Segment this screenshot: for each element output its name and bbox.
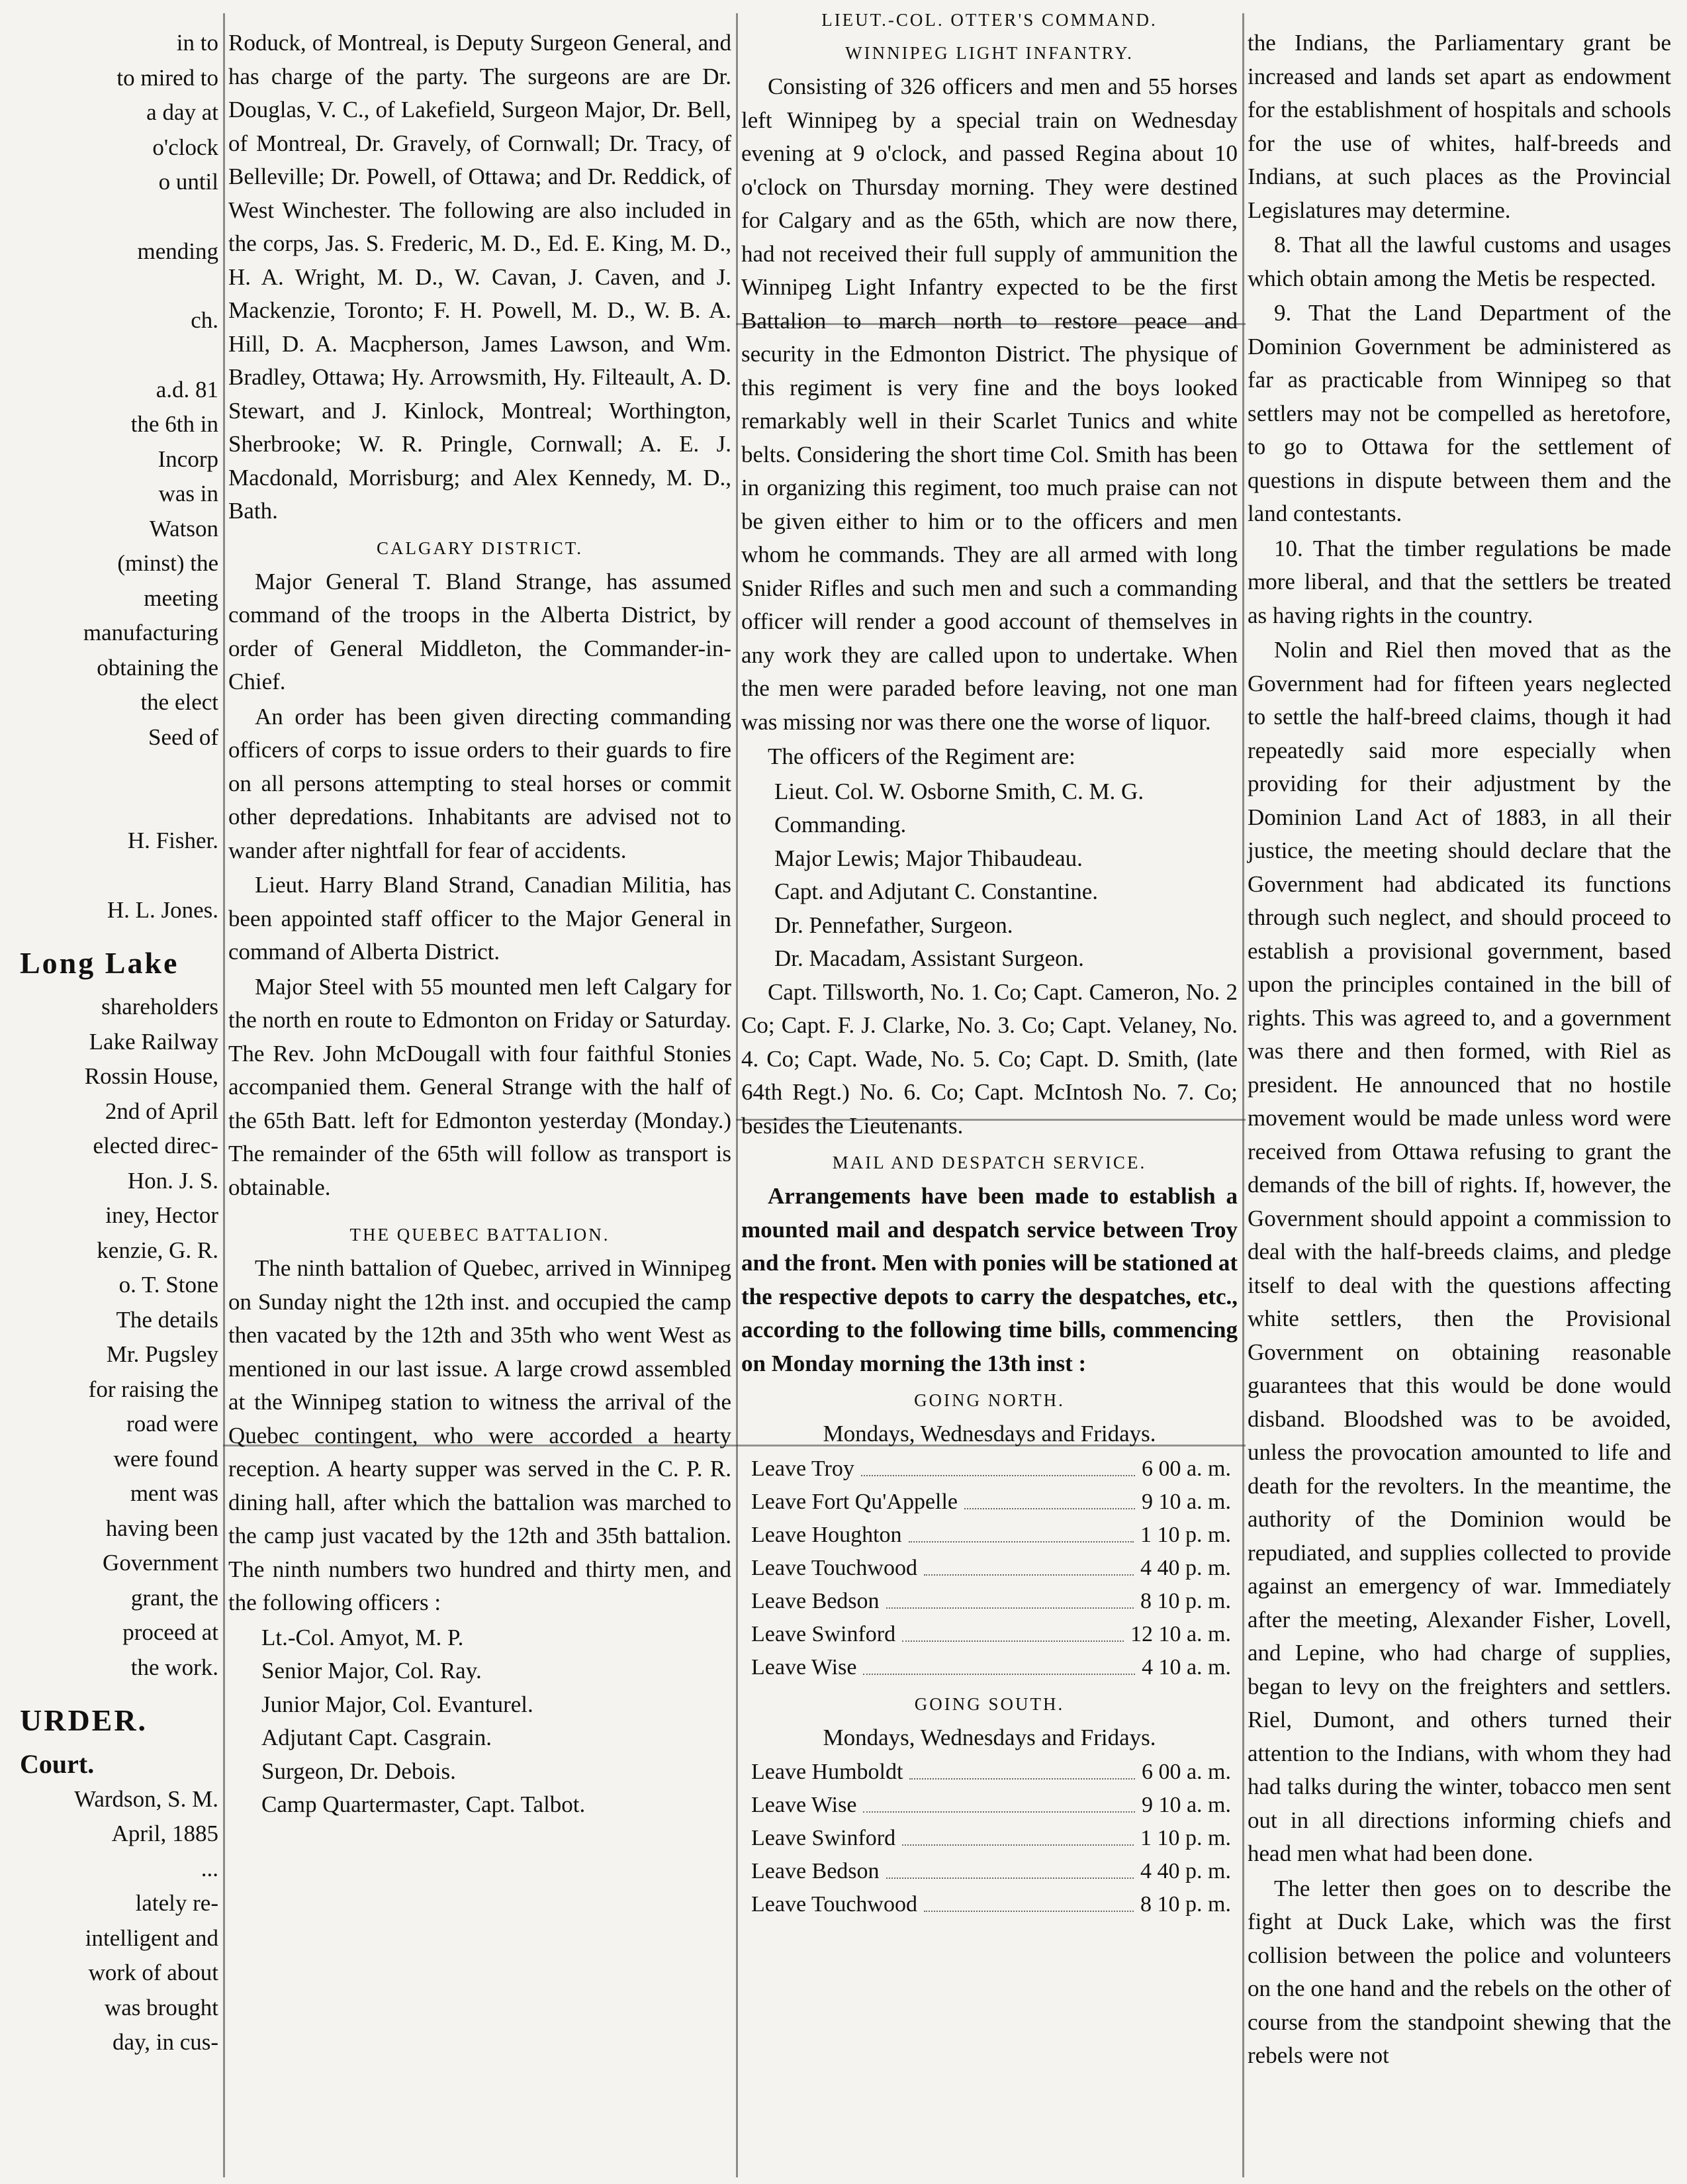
timetable-place: Leave Houghton [751,1522,902,1547]
timetable-leader-dots [964,1486,1135,1509]
column-1-line: o until [158,169,218,195]
timetable-row [741,1822,1238,1855]
column-1-line: (minst) the [117,550,218,576]
column-1-line: a.d. 81 [156,376,218,403]
timetable-leader-dots [863,1651,1135,1675]
column-1-line: Government [103,1550,218,1576]
going-south-timetable [741,1756,1238,1921]
timetable-time: 12 10 a. m. [1130,1621,1231,1646]
officer-entry: Dr. Pennefather, Surgeon. [774,912,1013,938]
column-rule [1242,13,1244,2177]
timetable-time: 1 10 p. m. [1140,1522,1231,1547]
column-1-line: April, 1885 [111,1821,218,1846]
column-1-middle-text [20,990,218,1684]
regiment-officers-list [741,775,1238,976]
column-1-line: a day at [146,99,218,125]
timetable-place: Leave Touchwood [751,1892,917,1917]
timetable-leader-dots [902,1822,1134,1846]
column-1-line [20,790,218,823]
provisional-government-paragraph: Nolin and Riel then moved that as the Government had for fifteen years neglected to settle the half-breed claims, though it had repeatedly said more especially when providing for their adjustment by the Dominion Land Act of 1883, in all their justice, the meeting should declare that the Government had abdicated its functions through such neglect, and should proceed to establish a provisional government, based upon the principles contained in the bill of rights. This was agreed to, and a government was there and then formed, with Riel as president. He announced that no hostile movement would be made unless word were received from Ottawa refusing to grant the demands of the bill of rights. If, however, the Government should appoint a commission to deal with the half-breeds claims, and pledge itself to deal with the questions affecting white settlers, then the Provisional Government on obtaining reasonable guarantees that this would be done would disband. Bloodshed was to be avoided, unless the provocation amounted to life and death for the revolters. In the meantime, the authority of the Dominion would be repudiated, and supplies collected to provide against an emergency of war. Immediately after the meeting, Alexander Fisher, Lovell, and Lepine, who had charge of supplies, began to levy on the freighters and settlers. Riel, Dumont, and others turned their attention to the Indians, with whom they had had talks during the winter, tobacco men sent out in all directions informing chiefs and head men what had been done. [1248,637,1671,1866]
column-1-line: obtaining the [97,654,218,681]
column-1-line: Lake Railway [89,1028,218,1055]
land-department-paragraph: 9. That the Land Department of the Dominion Government be administered as far as practicable from Winnipeg so that settlers may not be compelled as heretofore, to go to Ottawa for the settlement of questions in dispute between them and the land contestants. [1248,300,1671,526]
column-1-line: meeting [144,585,218,611]
endowment-paragraph: the Indians, the Parliamentary grant be increased and lands set apart as endowment for the establishment of hospitals and schools for the use of whites, half-breeds and Indians, at such places as the Provincial Legislatures may determine. [1248,30,1671,223]
timetable-leader-dots [902,1618,1124,1642]
timetable-leader-dots [861,1452,1135,1476]
column-1-line: day, in cus- [112,2029,218,2055]
timetable-row [741,1756,1238,1789]
timetable-row [741,1452,1238,1486]
column-1-line: kenzie, G. R. [97,1237,218,1263]
column-1-line: ch. [191,307,218,333]
column-1-line: having been [105,1515,218,1541]
column-1-line: grant, the [130,1584,218,1611]
timetable-time: 4 40 p. m. [1140,1859,1231,1883]
column-rule [736,13,738,2177]
light-infantry-paragraph: Consisting of 326 officers and men and 55 horses left Winnipeg by a special train on Wednesday evening at 9 o'clock, and passed Regina about 10 o'clock on Thursday morning. They were destined for Calgary and as the 65th, which are now there, had not received their full supply of ammunition the Winnipeg Light Infantry expected to be the first Battalion to march north to restore peace and security in the Edmonton District. The physique of this regiment is very fine and the boys looked remarkably well in their Scarlet Tunics and white belts. Considering the short time Col. Smith has been in organizing this regiment, too much praise can not be given either to him or to the officers and men whom he commands. They are all armed with long Snider Rifles and such men and such a commanding officer will render a good account of themselves in any work they are called upon to undertake. When the men were paraded before leaving, not one man was missing nor was there one the worse of liquor. [741,73,1238,735]
timetable-place: Leave Bedson [751,1588,880,1613]
column-1-line: ment was [130,1480,218,1506]
major-steel-paragraph: Major Steel with 55 mounted men left Calgary for the north en route to Edmonton on Friday or Saturday. The Rev. John McDougall with four faithful Stonies accompanied them. General Strange with the half of the 65th Batt. left for Edmonton yesterday (Monday.) The remainder of the 65th will follow as transport is obtainable. [228,973,731,1200]
surgeons-paragraph: Roduck, of Montreal, is Deputy Surgeon General, and has charge of the party. The surgeons are are Dr. Douglas, V. C., of Lakefield, Surgeon Major, Dr. Bell, of Montreal, Dr. Gravely, of Cornwall; Dr. Tracy, of Belleville; Dr. Powell, of Ottawa; and Dr. Reddick, of West Winchester. The following are also included in the corps, Jas. S. Frederic, M. D., Ed. E. King, M. D., H. A. Wright, M. D., W. Cavan, J. Caven, and J. Mackenzie, Toronto; F. H. Powell, M. D., W. B. A. Hill, D. A. Macpherson, James Lawson, and Wm. Bradley, Ottawa; Hy. Arrowsmith, Hy. Filteault, A. D. Stewart, and J. Kinlock, Montreal; Worthington, Sherbrooke; W. R. Pringle, Cornwall; A. E. J. Macdonald, Morrisburg; and Alex Kennedy, M. D., Bath. [228,30,731,524]
timetable-row [741,1651,1238,1684]
column-1-line: shareholders [101,994,218,1020]
column-1-line [20,339,218,372]
timetable-leader-dots [863,1789,1135,1813]
officer-entry: Junior Major, Col. Evanturel. [261,1691,533,1717]
long-lake-heading: Long Lake [20,946,179,980]
column-1-lower-text [20,1783,218,2060]
timetable-time: 9 10 a. m. [1141,1793,1231,1817]
timetable-row [741,1486,1238,1519]
timetable-place: Leave Wise [751,1793,857,1817]
column-1-line: Incorp [158,446,218,472]
winnipeg-light-infantry-heading: WINNIPEG LIGHT INFANTRY. [845,43,1134,63]
company-captains-paragraph: Capt. Tillsworth, No. 1. Co; Capt. Cameron, No. 2 Co; Capt. F. J. Clarke, No. 3. Co; Capt. Velaney, No. 4. Co; Capt. Wade, No. 5. Co; Capt. D. Smith, (late 64th Regt.) No. 6. Co; Capt. McIntosh No. 7. Co; besides the Lieutenants. [741,978,1238,1139]
strange-command-paragraph: Major General T. Bland Strange, has assumed command of the troops in the Alberta District, by order of General Middleton, the Commander-in-Chief. [228,568,731,694]
timetable-time: 8 10 p. m. [1140,1588,1231,1613]
regiment-officers-intro: The officers of the Regiment are: [768,743,1075,769]
column-1-line: Rossin House, [84,1063,218,1089]
staff-officer-paragraph: Lieut. Harry Bland Strand, Canadian Militia, has been appointed staff officer to the Major General in command of Alberta District. [228,872,731,965]
column-1-line: elected direc- [93,1133,218,1159]
officer-entry: Lt.-Col. Amyot, M. P. [261,1624,464,1650]
timetable-time: 6 00 a. m. [1141,1760,1231,1784]
timetable-row [741,1585,1238,1618]
officer-entry: Capt. and Adjutant C. Constantine. [774,878,1098,904]
column-1-line: Wardson, S. M. [74,1785,218,1812]
officer-entry: Senior Major, Col. Ray. [261,1658,482,1684]
timetable-time: 4 10 a. m. [1141,1654,1231,1680]
timetable-place: Leave Bedson [751,1859,880,1883]
timetable-row [741,1618,1238,1651]
column-1-line [20,201,218,234]
timetable-place: Leave Swinford [751,1826,896,1850]
going-south-heading: GOING SOUTH. [914,1693,1065,1714]
murder-heading: URDER. [20,1703,148,1737]
timetable-place: Leave Troy [751,1456,854,1481]
duck-lake-paragraph: The letter then goes on to describe the fight at Duck Lake, which was the first collision between the police and volunteers on the one hand and the rebels on the other of course from the standpoint shewing that the rebels were not [1248,1875,1671,2068]
column-rule [223,13,225,2177]
customs-paragraph: 8. That all the lawful customs and usages which obtain among the Metis be respected. [1248,232,1671,291]
column-1-line: for raising the [88,1376,218,1402]
timber-paragraph: 10. That the timber regulations be made more liberal, and that the settlers be treated as having rights in the country. [1248,535,1671,628]
timetable-row [741,1789,1238,1822]
guards-order-paragraph: An order has been given directing commanding officers of corps to issue orders to their guards to fire on all persons attempting to steal horses or commit other depredations. Inhabitants are advised not to wander after nightfall for fear of accidents. [228,703,731,863]
column-1-line: the work. [130,1654,218,1680]
column-1-line: in to [176,30,218,56]
timetable-place: Leave Wise [751,1654,857,1680]
timetable-time: 9 10 a. m. [1141,1489,1231,1514]
column-1-line: Hon. J. S. [127,1167,218,1194]
column-1-line: ... [201,1855,218,1881]
officer-entry: Surgeon, Dr. Debois. [261,1758,456,1784]
timetable-time: 8 10 p. m. [1140,1892,1231,1917]
calgary-district-heading: CALGARY DISTRICT. [376,538,583,558]
column-1-line [20,755,218,788]
column-1-line: H. Fisher. [127,828,218,853]
court-heading: Court. [20,1749,95,1779]
timetable-place: Leave Fort Qu'Appelle [751,1489,958,1514]
going-north-days: Mondays, Wednesdays and Fridays. [823,1421,1156,1447]
going-north-heading: GOING NORTH. [914,1390,1065,1410]
column-1-line: manufacturing [83,620,218,645]
timetable-row [741,1888,1238,1921]
officer-entry: Major Lewis; Major Thibaudeau. [774,845,1083,871]
column-1-line: were found [113,1445,218,1472]
timetable-leader-dots [909,1519,1134,1543]
column-1-upper-text [20,26,218,927]
column-1-line: Watson [149,515,218,542]
timetable-time: 4 40 p. m. [1140,1555,1231,1580]
column-1-line: mending [137,238,218,264]
timetable-time: 6 00 a. m. [1141,1456,1231,1481]
column-1-line: the 6th in [130,411,218,437]
timetable-place: Leave Touchwood [751,1555,917,1580]
column-1-line [20,269,218,303]
column-1-line: Seed of [148,724,218,750]
timetable-row [741,1855,1238,1888]
column-1-line [20,859,218,892]
timetable-leader-dots [909,1756,1135,1780]
column-1-line: o. T. Stone [118,1272,218,1298]
column-1-line: the elect [140,689,218,715]
going-south-days: Mondays, Wednesdays and Fridays. [823,1724,1156,1750]
timetable-leader-dots [924,1552,1134,1576]
officer-entry: Dr. Macadam, Assistant Surgeon. [774,945,1084,971]
quebec-battalion-heading: THE QUEBEC BATTALION. [349,1225,610,1245]
column-1-line: 2nd of April [105,1098,218,1124]
column-1-line: to mired to [116,64,218,91]
officer-entry: Adjutant Capt. Casgrain. [261,1725,492,1750]
quebec-officers-list [228,1621,731,1822]
column-1-line: intelligent and [85,1924,218,1951]
timetable-leader-dots [924,1888,1134,1912]
mail-despatch-heading: MAIL AND DESPATCH SERVICE. [832,1153,1147,1172]
column-1-line: proceed at [122,1619,218,1645]
column-1-line: road were [126,1411,218,1437]
column-1-line: was brought [104,1994,218,2020]
going-north-timetable [741,1452,1238,1684]
timetable-time: 1 10 p. m. [1140,1826,1231,1850]
column-1-line: iney, Hector [105,1202,218,1228]
timetable-row [741,1519,1238,1552]
column-1-line: The details [116,1306,218,1333]
column-3-top-heading: LIEUT.-COL. OTTER'S COMMAND. [821,10,1158,30]
timetable-place: Leave Humboldt [751,1760,903,1784]
column-4 [1248,26,1671,2164]
timetable-leader-dots [886,1585,1134,1609]
column-3 [741,10,1238,2164]
quebec-battalion-paragraph: The ninth battalion of Quebec, arrived in Winnipeg on Sunday night the 12th inst. and occupied the camp then vacated by the 12th and 35th who went West as mentioned in our last issue. A large crowd assembled at the Winnipeg station to witness the arrival of the Quebec contingent, who were accorded a hearty reception. A hearty supper was served in the C. P. R. dining hall, after which the battalion was marched to the camp just vacated by the 12th and 35th battalion. The ninth numbers two hundred and thirty men, and the following officers : [228,1255,731,1615]
mail-despatch-paragraph: Arrangements have been made to establish a mounted mail and despatch service between Troy and the front. Men with ponies will be stationed at the respective depots to carry the despatches, etc., according to the following time bills, commencing on Monday morning the 13th inst : [741,1183,1238,1376]
column-1-line: H. L. Jones. [107,896,218,923]
timetable-row [741,1552,1238,1585]
timetable-leader-dots [886,1855,1134,1879]
column-1-line: Mr. Pugsley [106,1341,218,1367]
column-1-line: lately re- [135,1890,218,1916]
timetable-place: Leave Swinford [751,1621,896,1646]
column-1-line: work of about [88,1960,218,1985]
column-1-line: was in [158,481,218,506]
column-1-line: o'clock [152,134,218,160]
column-1 [20,26,218,2164]
officer-entry: Lieut. Col. W. Osborne Smith, C. M. G. Commanding. [774,778,1144,837]
column-2 [228,26,731,2164]
officer-entry: Camp Quartermaster, Capt. Talbot. [261,1791,586,1817]
